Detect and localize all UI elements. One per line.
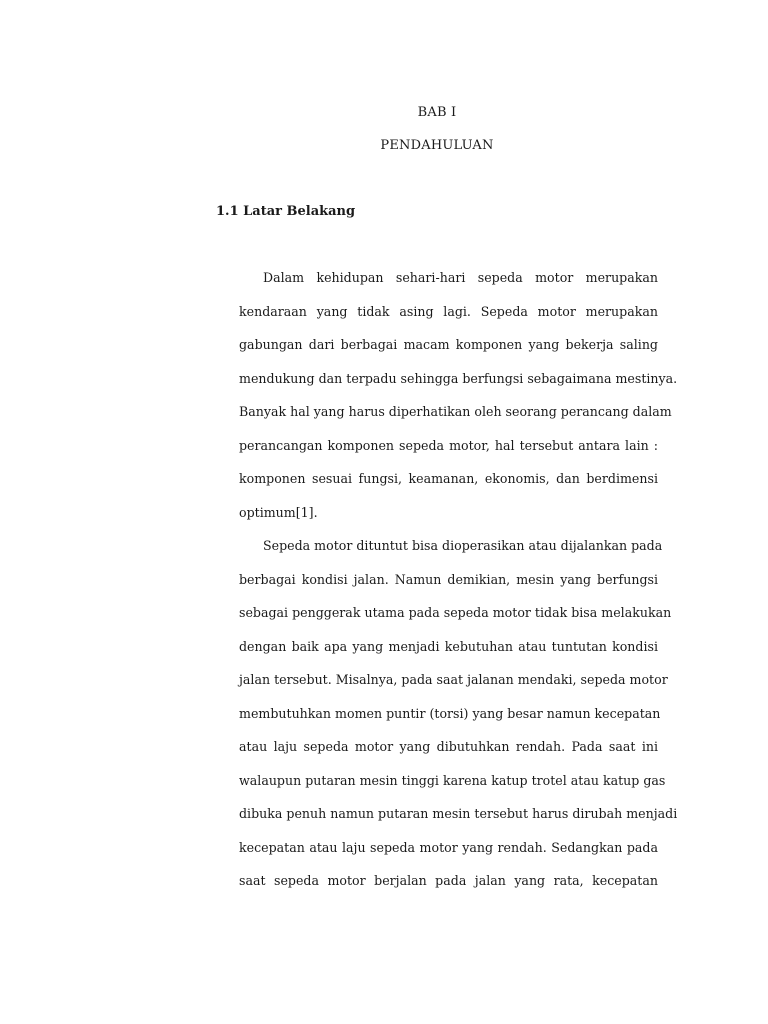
body-line: atau laju sepeda motor yang dibutuhkan rendah. Pada saat ini (239, 739, 658, 754)
body-line: Banyak hal yang harus diperhatikan oleh seorang perancang dalam (239, 404, 672, 419)
body-line: komponen sesuai fungsi, keamanan, ekonomis, dan berdimensi (239, 471, 658, 486)
body-line: membutuhkan momen puntir (torsi) yang besar namun kecepatan (239, 705, 661, 721)
body-line: saat sepeda motor berjalan pada jalan yang rata, kecepatan (239, 873, 658, 888)
body-line: berbagai kondisi jalan. Namun demikian, mesin yang berfungsi (239, 571, 658, 587)
body-line: perancangan komponen sepeda motor, hal tersebut antara lain : (239, 437, 658, 453)
body-line: Dalam kehidupan sehari-hari sepeda motor merupakan (263, 270, 658, 285)
chapter-title: PENDAHULUAN (380, 138, 494, 153)
body-line: kecepatan atau laju sepeda motor yang rendah. Sedangkan pada (239, 839, 658, 855)
body-line: jalan tersebut. Misalnya, pada saat jalanan mendaki, sepeda motor (239, 672, 668, 687)
body-line: walaupun putaran mesin tinggi karena katup trotel atau katup gas (239, 772, 666, 788)
body-line: dengan baik apa yang menjadi kebutuhan atau tuntutan kondisi (239, 638, 658, 654)
body-line: optimum[1]. (239, 504, 318, 520)
body-line: sebagai penggerak utama pada sepeda motor tidak bisa melakukan (239, 605, 672, 620)
body-line: mendukung dan terpadu sehingga berfungsi sebagaimana mestinya. (239, 370, 678, 386)
body-line: gabungan dari berbagai macam komponen yang bekerja saling (239, 337, 658, 352)
section-heading: 1.1 Latar Belakang (216, 204, 356, 219)
body-line: Sepeda motor dituntut bisa dioperasikan atau dijalankan pada (263, 538, 663, 553)
chapter-number: BAB I (417, 105, 457, 120)
body-line: dibuka penuh namun putaran mesin tersebut harus dirubah menjadi (239, 806, 678, 821)
body-line: kendaraan yang tidak asing lagi. Sepeda motor merupakan (239, 303, 658, 319)
